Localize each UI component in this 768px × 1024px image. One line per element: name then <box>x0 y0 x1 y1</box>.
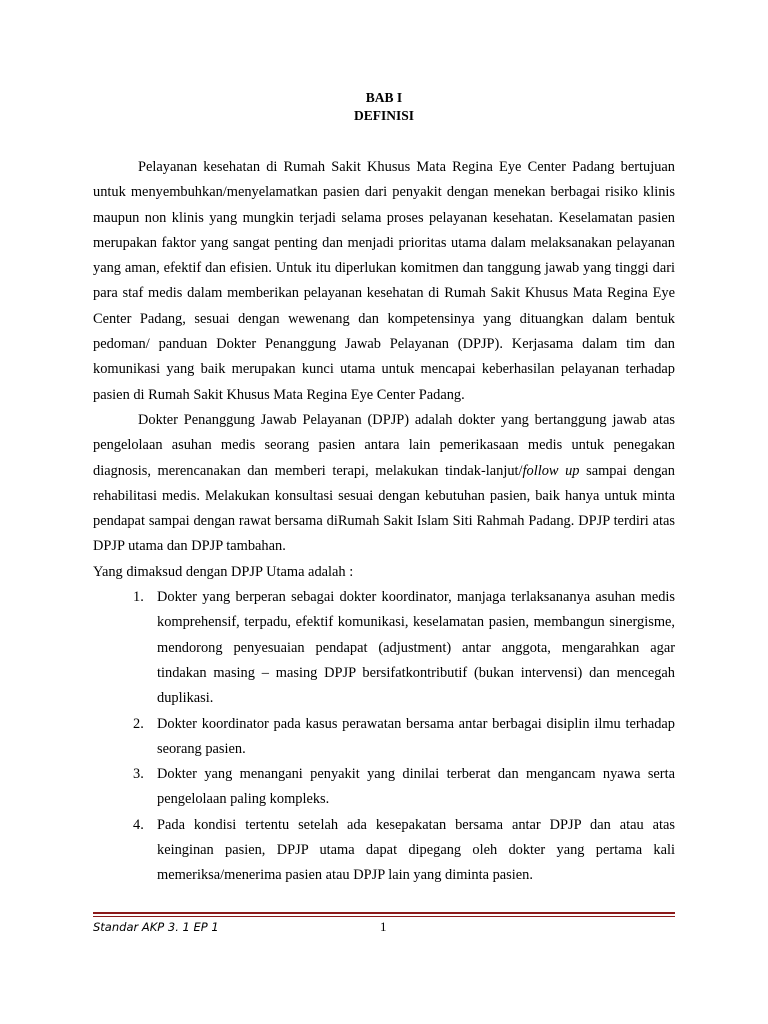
chapter-heading: BAB I <box>365 90 403 105</box>
footer-standard: Standar AKP 3. 1 EP 1 <box>93 920 219 934</box>
list-text: Pada kondisi tertentu setelah ada kesepakatan bersama antar DPJP dan atau atas keinginan pasien, DPJP utama dapat dipegang oleh dokter yang pertama kali memeriksa/menerima pasien atau DPJP lain yang diminta pasien. <box>157 816 675 884</box>
paragraph-intro: Pelayanan kesehatan di Rumah Sakit Khusus Mata Regina Eye Center Padang bertujuan untuk menyembuhkan/menyelamatkan pasien dari penyakit dengan menekan berbagai risiko klinis maupun non klinis yang mungkin terjadi selama proses pelayanan kesehatan. Keselamatan pasien merupakan faktor yang sangat penting dan menjadi prioritas utama dalam melaksanakan pelayanan yang aman, efektif dan efisien. Untuk itu diperlukan komitmen dan tanggung jawab yang tinggi dari para staf medis dalam memberikan pelayanan kesehatan di Rumah Sakit Khusus Mata Regina Eye Center Padang, sesuai dengan wewenang dan kompetensinya yang dituangkan dalam bentuk pedoman/ panduan Dokter Penanggung Jawab Pelayanan (DPJP). Kerjasama dalam tim dan komunikasi yang baik merupakan kunci utama untuk mencapai keberhasilan pelayanan terhadap pasien di Rumah Sakit Khusus Mata Regina Eye Center Padang. <box>93 159 675 403</box>
footer-rule-thick <box>93 912 675 914</box>
dpjp-list <box>93 585 675 889</box>
list-text: Dokter yang berperan sebagai dokter koordinator, manjaga terlaksananya asuhan medis komprehensif, terpadu, efektif komunikasi, keselamatan pasien, membangun sinergisme, mendorong penyesuaian pendapat (adjustment) antar anggota, mengarahkan agar tindakan masing – masing DPJP bersifatkontributif (bukan intervensi) dan mencegah duplikasi. <box>157 589 675 707</box>
list-text: Dokter koordinator pada kasus perawatan bersama antar berbagai disiplin ilmu terhadap seorang pasien. <box>157 715 675 757</box>
list-intro: Yang dimaksud dengan DPJP Utama adalah : <box>93 563 354 580</box>
document-body <box>93 155 675 889</box>
list-item <box>133 813 675 889</box>
italic-term: follow up <box>522 462 580 479</box>
list-number: 1. <box>133 589 144 606</box>
paragraph-text: Dokter Penanggung Jawab Pelayanan (DPJP) adalah dokter yang bertanggung jawab atas pengelolaan asuhan medis seorang pasien antara lain pemerikasaan medis untuk penegakan diagnosis, merencanakan dan memberi terapi, melakukan tindak-lanjut/ <box>93 411 675 479</box>
list-number: 3. <box>133 766 144 783</box>
footer-rule-thin <box>93 916 675 917</box>
list-number: 2. <box>133 715 144 732</box>
paragraph-dpjp-definition <box>93 408 675 560</box>
list-text: Dokter yang menangani penyakit yang dinilai terberat dan mengancam nyawa serta pengelolaan paling kompleks. <box>157 766 675 808</box>
chapter-title: DEFINISI <box>353 108 415 123</box>
list-item <box>133 762 675 813</box>
list-item <box>133 585 675 711</box>
list-number: 4. <box>133 816 144 833</box>
paragraph-text: sampai dengan rehabilitasi medis. Melakukan konsultasi sesuai dengan kebutuhan pasien, baik hanya untuk minta pendapat sampai dengan rawat bersama diRumah Sakit Islam Siti Rahmah Padang. DPJP terdiri atas DPJP utama dan DPJP tambahan. <box>93 462 675 555</box>
page-number: 1 <box>380 919 387 934</box>
list-item <box>133 712 675 763</box>
